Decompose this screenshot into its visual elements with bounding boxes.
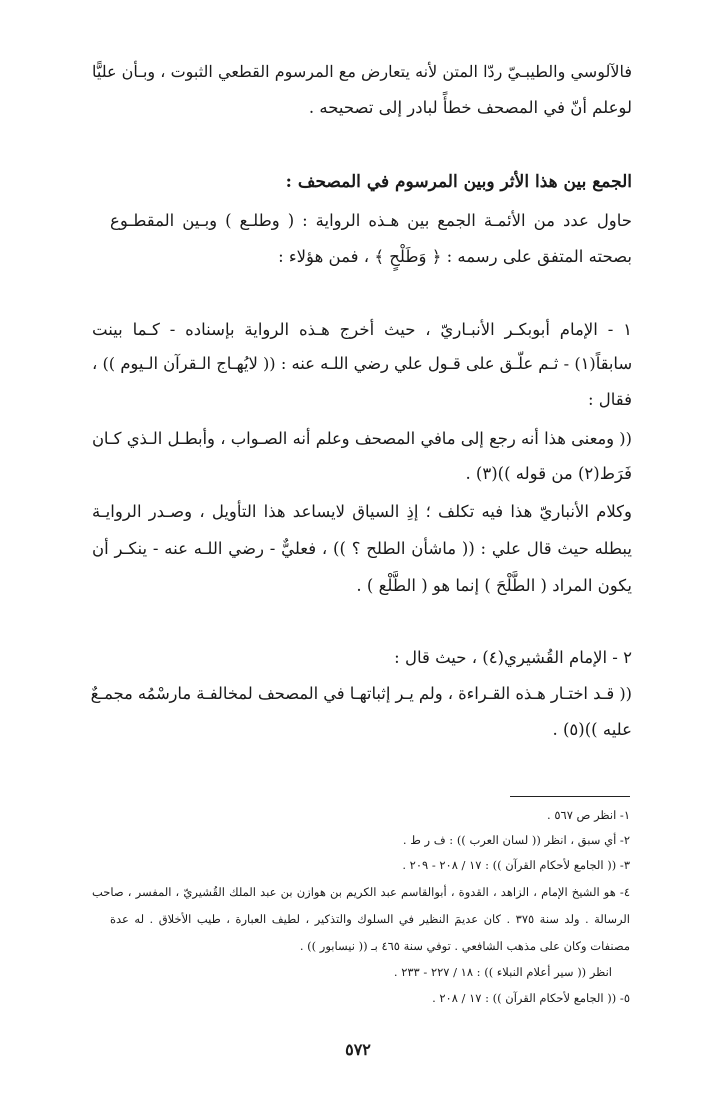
quote-line: فَرَط(٢) من قوله ))(٣) . bbox=[465, 464, 632, 483]
quote-line: (( قـد اختـار هـذه القـراءة ، ولم يـر إثباتهـا في المصحف لمخالفـة مارسْمُه مجمـعٌ bbox=[90, 684, 632, 703]
paragraph-line: حاول عدد من الأئمـة الجمع بين هـذه الرواية : ( وطلـع ) وبـين المقطـوع bbox=[110, 211, 632, 230]
paragraph-line: ١ - الإمام أبوبكـر الأنبـاريّ ، حيث أخرج هـذه الرواية بإسناده - كـما بينت bbox=[92, 320, 632, 339]
footnote-line: مصنفات وكان على مذهب الشافعي . توفي سنة ٤٦٥ بـ (( نيسابور )) . bbox=[299, 939, 630, 953]
paragraph-line: وكلام الأنباريّ هذا فيه تكلف ؛ إذِ السياق لايساعد هذا التأويل ، وصـدر الروايـة bbox=[92, 502, 632, 521]
paragraph-line: لوعلم أنّ في المصحف خطأً لبادر إلى تصحيحه . bbox=[308, 98, 632, 117]
footnote-line: الرسالة . ولد سنة ٣٧٥ . كان عديمَ النظير في السلوك والتذكير ، لطيف العبارة ، طيب الأخلاق . له عدة bbox=[110, 912, 630, 926]
paragraph-line: ٢ - الإمام القُشيري(٤) ، حيث قال : bbox=[394, 648, 632, 667]
footnote-line: انظر (( سير أعلام النبلاء )) : ١٨ / ٢٢٧ - ٢٣٣ . bbox=[393, 965, 612, 979]
section-heading: الجمع بين هذا الأثر وبين المرسوم في المصحف : bbox=[285, 172, 632, 192]
paragraph-line: فالآلوسي والطيبـيّ ردّا المتن لأنه يتعارض مع المرسوم القطعي الثبوت ، وبـأن عليًّا bbox=[92, 62, 632, 81]
footnote-line: ٢- أي سبق ، انظر (( لسان العرب )) : ف ر ط . bbox=[402, 833, 630, 847]
quote-line: (( ومعنى هذا أنه رجع إلى مافي المصحف وعلم أنه الصـواب ، وأبطـل الـذي كـان bbox=[92, 429, 632, 448]
footnote-line: ١- انظر ص ٥٦٧ . bbox=[547, 808, 630, 822]
paragraph-line: بصحته المتفق على رسمه : ﴿ وَطَلْحٍ ﴾ ، فمن هؤلاء : bbox=[278, 247, 632, 266]
footnote-line: ٣- (( الجامع لأحكام القرآن )) : ١٧ / ٢٠٨ - ٢٠٩ . bbox=[402, 858, 630, 872]
footnote-line: ٤- هو الشيخ الإمام ، الزاهد ، القدوة ، أبوالقاسم عبد الكريم بن هوازن بن عبد الملك القُشيريّ ، المفسر ، صاحب bbox=[92, 885, 630, 899]
paragraph-line: فقال : bbox=[587, 390, 632, 409]
paragraph-line: يبطله حيث قال علي : (( ماشأن الطلح ؟ )) ، فعليٌّ - رضي اللـه عنه - ينكـر أن bbox=[92, 539, 632, 558]
page-number: ٥٧٢ bbox=[345, 1040, 371, 1059]
footnote-divider bbox=[510, 796, 630, 797]
quote-line: عليه ))(٥) . bbox=[552, 720, 632, 739]
footnote-line: ٥- (( الجامع لأحكام القرآن )) : ١٧ / ٢٠٨ . bbox=[432, 991, 630, 1005]
paragraph-line: سابقاً(١) - ثـم علّـق على قـول علي رضي اللـه عنه : (( لايُهـاج الـقرآن الـيوم )) ، bbox=[92, 354, 632, 373]
paragraph-line: يكون المراد ( الطَّلْحَ ) إنما هو ( الطَّلْع ) . bbox=[356, 576, 632, 595]
